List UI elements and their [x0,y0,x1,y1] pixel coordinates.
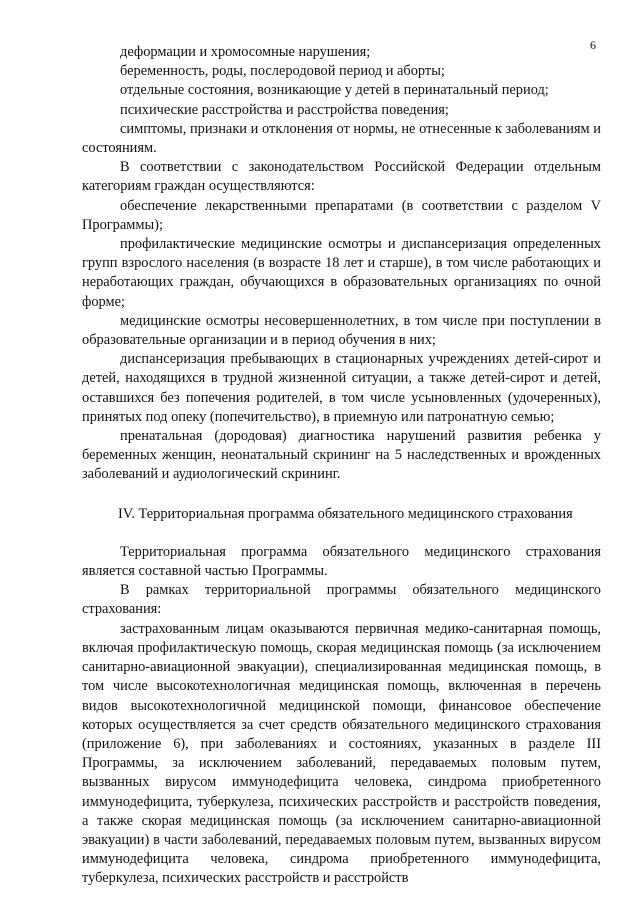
paragraph: В рамках территориальной программы обязательного медицинского страхования: [82,582,601,618]
paragraph: медицинские осмотры несовершеннолетних, в том числе при поступлении в образовательные организации и в период обучения в них; [82,312,601,349]
paragraph: В соответствии с законодательством Российской Федерации отдельным категориям граждан осуществляются: [82,159,601,195]
section-heading: IV. Территориальная программа обязательного медицинского страхования [118,505,573,522]
paragraph: психические расстройства и расстройства поведения; [120,101,449,118]
page-number: 6 [590,38,596,52]
paragraph: застрахованным лицам оказываются первичная медико-санитарная помощь, включая профилактическую помощь, скорая медицинская помощь (за исключением санитарно-авиационной эвакуации), специализированная медицинская помощь, в том числе высокотехнологичная медицинская помощь, включенная в перечень видов высокотехнологичной медицинской помощи, финансовое обеспечение которых осуществляется за счет средств обязательного медицинского страхования (приложение 6), при заболеваниях и состояниях, указанных в разделе III Программы, за исключением заболеваний, передаваемых половым путем, вызванных вирусом иммунодефицита человека, синдрома приобретенного иммунодефицита, туберкулеза, психических расстройств и расстройств поведения, а также скорая медицинская помощь (за исключением санитарно-авиационной эвакуации) в части заболеваний, передаваемых половым путем, вызванных вирусом иммунодефицита человека, синдрома приобретенного иммунодефицита, туберкулеза, психических расстройств и расстройств [82,620,601,887]
paragraph: пренатальная (дородовая) диагностика нарушений развития ребенка у беременных женщин, неонатальный скрининг на 5 наследственных и врожденных заболеваний и аудиологический скрининг. [82,428,601,483]
paragraph: симптомы, признаки и отклонения от нормы, не отнесенные к заболеваниям и состояниям. [82,120,601,157]
paragraph: профилактические медицинские осмотры и диспансеризация определенных групп взрослого населения (в возрасте 18 лет и старше), в том числе работающих и неработающих граждан, обучающихся в образовательных организациях по очной форме; [82,236,601,310]
paragraph: Территориальная программа обязательного медицинского страхования является составной частью Программы. [82,543,601,580]
paragraph: отдельные состояния, возникающие у детей в перинатальный период; [120,82,549,99]
paragraph: беременность, роды, послеродовой период и аборты; [120,63,445,80]
paragraph: диспансеризация пребывающих в стационарных учреждениях детей-сирот и детей, находящихся в трудной жизненной ситуации, а также детей-сирот и детей, оставшихся без попечения родителей, в том числе усыновленных (удочеренных), принятых под опеку (попечительство), в приемную или патронатную семью; [82,351,601,425]
document-body [82,43,601,889]
paragraph: деформации и хромосомные нарушения; [120,44,371,60]
paragraph: обеспечение лекарственными препаратами (в соответствии с разделом V Программы); [82,197,601,233]
